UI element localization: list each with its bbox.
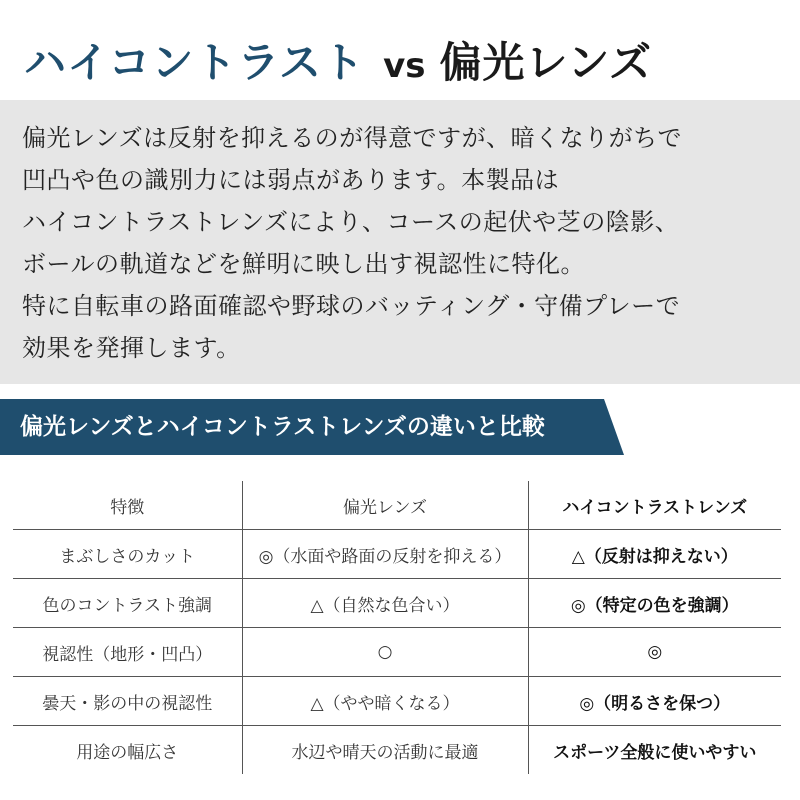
- feature-cell: 色のコントラスト強調: [42, 595, 212, 616]
- high-contrast-cell: スポーツ全般に使いやすい: [528, 726, 781, 775]
- feature-cell: 曇天・影の中の視認性: [42, 693, 213, 714]
- polarized-cell: △（やや暗くなる）: [242, 677, 528, 726]
- headline-vs: vs: [383, 46, 426, 86]
- comparison-banner: [0, 399, 800, 455]
- header-polarized: 偏光レンズ: [242, 481, 528, 530]
- feature-cell: 視認性（地形・凹凸）: [42, 644, 213, 665]
- polarized-cell: △（自然な色合い）: [242, 579, 528, 628]
- headline-high-contrast: ハイコントラスト: [24, 38, 366, 87]
- description-line-3: ハイコントラストレンズにより、コースの起伏や芝の陰影、: [22, 208, 680, 236]
- polarized-cell: ◎（水面や路面の反射を抑える）: [242, 530, 528, 579]
- high-contrast-cell: ◎: [528, 628, 781, 677]
- table-row: [13, 530, 781, 579]
- banner-title: 偏光レンズとハイコントラストレンズの違いと比較: [20, 414, 545, 440]
- table-header-row: [13, 481, 781, 530]
- headline-polarized: 偏光レンズ: [439, 38, 653, 87]
- high-contrast-cell: ◎（特定の色を強調）: [528, 579, 781, 628]
- description-line-1: 偏光レンズは反射を抑えるのが得意ですが、暗くなりがちで: [22, 124, 682, 152]
- header-high-contrast: ハイコントラストレンズ: [528, 481, 781, 530]
- table-row: [13, 628, 781, 677]
- table-row: [13, 677, 781, 726]
- feature-cell: 用途の幅広さ: [76, 742, 179, 763]
- table-row: [13, 726, 781, 775]
- table-row: [13, 579, 781, 628]
- polarized-cell: 水辺や晴天の活動に最適: [242, 726, 528, 775]
- high-contrast-cell: △（反射は抑えない）: [528, 530, 781, 579]
- description-line-4: ボールの軌道などを鮮明に映し出す視認性に特化。: [22, 250, 586, 278]
- high-contrast-cell: ◎（明るさを保つ）: [528, 677, 781, 726]
- feature-cell: まぶしさのカット: [59, 546, 196, 567]
- description-box: [0, 100, 800, 384]
- description-line-6: 効果を発揮します。: [22, 334, 241, 362]
- header-feature: 特徴: [110, 497, 145, 518]
- comparison-table: [13, 481, 781, 774]
- polarized-cell: ○: [242, 628, 528, 677]
- description-line-5: 特に自転車の路面確認や野球のバッティング・守備プレーで: [22, 292, 681, 320]
- headline: [24, 30, 652, 92]
- description-line-2: 凹凸や色の識別力には弱点があります。本製品は: [22, 166, 560, 194]
